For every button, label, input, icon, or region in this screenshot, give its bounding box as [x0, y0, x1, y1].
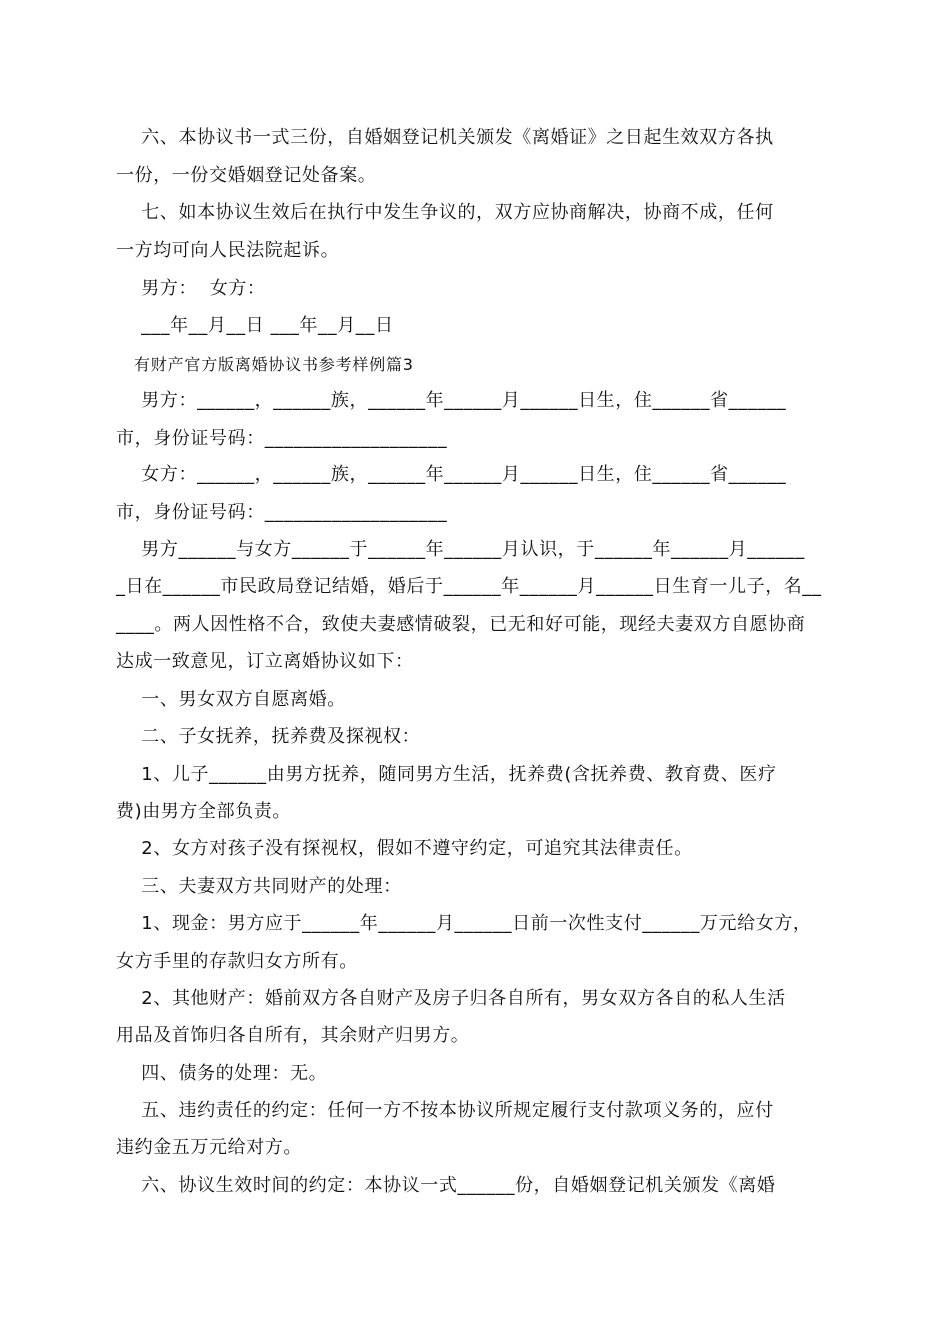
- paragraph-line: 一份，一份交婚姻登记处备案。: [116, 165, 377, 186]
- paragraph-line: 五、违约责任的约定：任何一方不按本协议所规定履行支付款项义务的，应付: [116, 1100, 774, 1121]
- paragraph-line: 1、现金：男方应于______年______月______日前一次性支付______万元给女方，: [116, 913, 812, 934]
- paragraph-line: 一方均可向人民法院起诉。: [116, 240, 340, 261]
- paragraph-line: 女方：______，______族，______年______月______日生，住______省______: [116, 464, 787, 485]
- paragraph-line: 2、女方对孩子没有探视权，假如不遵守约定，可追究其法律责任。: [116, 838, 693, 859]
- paragraph-line: _日在______市民政局登记结婚，婚后于______年______月______日生育一儿子，名__: [116, 576, 822, 597]
- paragraph-line: 女方手里的存款归女方所有。: [116, 951, 358, 972]
- paragraph-line: 三、夫妻双方共同财产的处理：: [116, 876, 402, 897]
- signature-line: 男方： 女方：: [116, 278, 266, 299]
- paragraph-line: 2、其他财产：婚前双方各自财产及房子归各自所有，男女双方各自的私人生活: [116, 988, 786, 1009]
- paragraph-line: 四、债务的处理：无。: [116, 1063, 328, 1084]
- paragraph-line: 男方：______，______族，______年______月______日生，住______省______: [116, 390, 787, 411]
- paragraph-line: 市，身份证号码：___________________: [116, 502, 448, 523]
- paragraph-line: 达成一致意见，订立离婚协议如下：: [116, 651, 414, 672]
- paragraph-line: ____。两人因性格不合，致使夫妻感情破裂，已无和好可能，现经夫妻双方自愿协商: [116, 614, 806, 635]
- paragraph-line: 二、子女抚养，抚养费及探视权：: [116, 726, 421, 747]
- paragraph-line: 违约金五万元给对方。: [116, 1137, 302, 1158]
- paragraph-line: 1、儿子______由男方抚养，随同男方生活，抚养费(含抚养费、教育费、医疗: [116, 764, 777, 785]
- paragraph-line: 费)由男方全部负责。: [116, 801, 292, 822]
- section-title: 有财产官方版离婚协议书参考样例篇3: [134, 355, 414, 374]
- paragraph-line: 六、本协议书一式三份，自婚姻登记机关颁发《离婚证》之日起生效双方各执: [116, 127, 774, 148]
- paragraph-line: 六、协议生效时间的约定：本协议一式______份，自婚姻登记机关颁发《离婚: [116, 1175, 776, 1196]
- paragraph-line: 用品及首饰归各自所有，其余财产归男方。: [116, 1025, 470, 1046]
- paragraph-line: 七、如本协议生效后在执行中发生争议的，双方应协商解决，协商不成，任何: [116, 202, 774, 223]
- paragraph-line: 市，身份证号码：___________________: [116, 428, 448, 449]
- date-line: ___年__月__日 ___年__月__日: [116, 315, 394, 336]
- paragraph-line: 男方______与女方______于______年______月认识，于______年______月______: [116, 539, 805, 560]
- paragraph-line: 一、男女双方自愿离婚。: [116, 689, 346, 710]
